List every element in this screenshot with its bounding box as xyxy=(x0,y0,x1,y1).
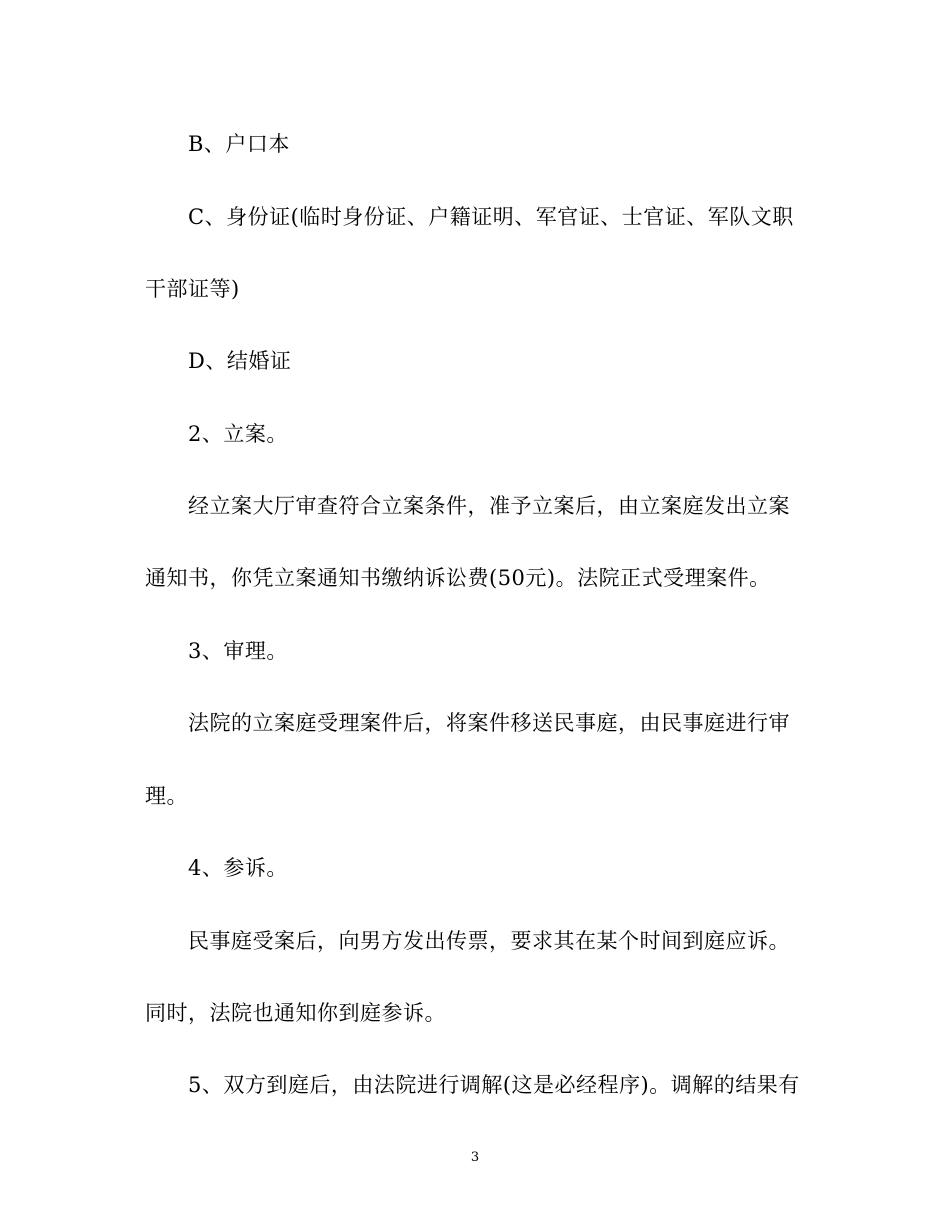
paragraph-trial: 法院的立案庭受理案件后，将案件移送民事庭，由民事庭进行审 xyxy=(188,711,790,735)
list-item-id-card-continued: 干部证等) xyxy=(145,277,240,301)
list-item-hukou: B、户口本 xyxy=(188,132,290,156)
paragraph-filing-continued: 通知书，你凭立案通知书缴纳诉讼费(50元)。法院正式受理案件。 xyxy=(145,566,771,590)
paragraph-mediation: 5、双方到庭后，由法院进行调解(这是必经程序)。调解的结果有 xyxy=(188,1073,800,1097)
list-item-marriage-certificate: D、结婚证 xyxy=(188,349,292,373)
list-item-id-card: C、身份证(临时身份证、户籍证明、军官证、士官证、军队文职 xyxy=(188,205,794,229)
paragraph-participation: 民事庭受案后，向男方发出传票，要求其在某个时间到庭应诉。 xyxy=(188,929,790,953)
section-heading-participation: 4、参诉。 xyxy=(188,856,288,880)
paragraph-participation-continued: 同时，法院也通知你到庭参诉。 xyxy=(145,1001,446,1025)
paragraph-filing: 经立案大厅审查符合立案条件，准予立案后，由立案庭发出立案 xyxy=(188,494,790,518)
page-number: 3 xyxy=(470,1150,480,1165)
section-heading-filing: 2、立案。 xyxy=(188,422,288,446)
section-heading-trial: 3、审理。 xyxy=(188,639,288,663)
paragraph-trial-continued: 理。 xyxy=(145,784,188,808)
